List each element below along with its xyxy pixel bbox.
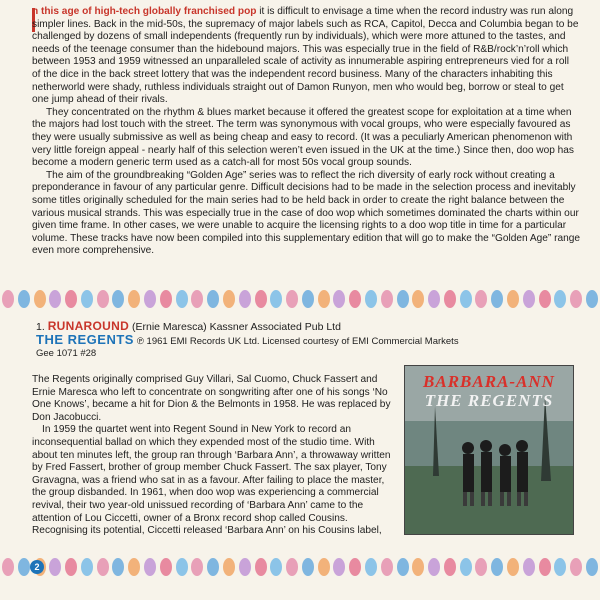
decorative-dot — [318, 290, 330, 308]
decorative-dot — [18, 290, 30, 308]
track-catalog: Gee 1071 #28 — [36, 348, 97, 359]
decorative-dot — [255, 290, 267, 308]
page-number: 2 — [30, 560, 44, 574]
decorative-dot — [523, 290, 535, 308]
decorative-dot — [112, 558, 124, 576]
decorative-dot — [144, 290, 156, 308]
decorative-dot — [302, 558, 314, 576]
track-credits: (Ernie Maresca) Kassner Associated Pub Ltd — [131, 321, 341, 333]
decorative-dot — [49, 558, 61, 576]
album-cover-image — [405, 366, 573, 534]
intro-paragraph-1 — [32, 6, 580, 107]
decorative-dot — [318, 558, 330, 576]
decorative-dot — [49, 290, 61, 308]
decorative-dot — [428, 558, 440, 576]
track-header — [36, 320, 476, 361]
decorative-dot — [239, 290, 251, 308]
decorative-dot — [523, 558, 535, 576]
artist-line — [36, 331, 476, 349]
decorative-dot — [286, 290, 298, 308]
decorative-dot — [444, 290, 456, 308]
decorative-dot — [223, 290, 235, 308]
decorative-dot — [97, 558, 109, 576]
decorative-dot — [176, 290, 188, 308]
track-number: 1. — [36, 321, 45, 333]
decorative-dot — [349, 558, 361, 576]
intro-paragraph-2: They concentrated on the rhythm & blues market because it offered the greatest scope for exploitation at a time when the majors had lost touch with the street. The term was synonymous with vocal groups, who were especially favoured as they were usually submissive as well as being cheap and easy to record. (It was a peculiarly American phenomenon with very little foreign appeal - nearly half of this selection weren’t even issued in the UK at the time.) Since then, doo wop has become a modern generic term used as a catch-all for most 50s vocal group sounds. — [32, 106, 574, 169]
decorative-dot — [349, 290, 361, 308]
track-artist: THE REGENTS — [36, 331, 134, 347]
decorative-dot — [570, 290, 582, 308]
decorative-dot — [255, 558, 267, 576]
decorative-dot — [586, 290, 598, 308]
decorative-dot — [507, 290, 519, 308]
track-title: RUNAROUND — [47, 319, 130, 333]
decorative-dot — [381, 558, 393, 576]
decorative-dot — [34, 290, 46, 308]
cover-title: BARBARA-ANN — [423, 372, 555, 391]
notes-paragraph-2: In 1959 the quartet went into Regent Sound in New York to record an inconsequential ballad on which they expended most of the studio time. With about ten minutes left, the group ran through ‘Barbara Ann’, a throwaway written by Fred Fassert, brother of group member Chuck Fassert. The sax player, Tony Gravagna, was a friend who sat in as a favour. After failing to place the master, the group disbanded. In 1961, when doo wop was experiencing a commercial revival, their two year-old unissued recording of ‘Barbara Ann’ came to the attention of Lou Ciccetti, owner of a Bronx record shop called Cousins. Recognising its potential, Ciccetti released ‘Barbara Ann’ on his Cousins label, — [32, 424, 391, 537]
decorative-dot — [112, 290, 124, 308]
decorative-dot — [160, 290, 172, 308]
decorative-dot — [176, 558, 188, 576]
decorative-dot — [2, 290, 14, 308]
decorative-dot — [412, 558, 424, 576]
decorative-dot — [570, 558, 582, 576]
decorative-dot — [365, 290, 377, 308]
decorative-dot — [333, 558, 345, 576]
decorative-dot — [333, 290, 345, 308]
decorative-dot — [160, 558, 172, 576]
decorative-dot — [81, 558, 93, 576]
decorative-dot — [270, 558, 282, 576]
dot-divider-bottom — [0, 556, 600, 578]
decorative-dot — [81, 290, 93, 308]
decorative-dot — [586, 558, 598, 576]
decorative-dot — [491, 290, 503, 308]
cover-artist: THE REGENTS — [424, 391, 554, 410]
decorative-dot — [144, 558, 156, 576]
decorative-dot — [539, 558, 551, 576]
decorative-dot — [539, 290, 551, 308]
decorative-dot — [239, 558, 251, 576]
decorative-dot — [491, 558, 503, 576]
decorative-dot — [128, 558, 140, 576]
decorative-dot — [223, 558, 235, 576]
decorative-dot — [286, 558, 298, 576]
dot-divider-top — [0, 288, 600, 310]
track-license: ℗ 1961 EMI Records UK Ltd. Licensed courtesy of EMI Commercial Markets — [136, 335, 459, 347]
decorative-dot — [18, 558, 30, 576]
decorative-dot — [412, 290, 424, 308]
decorative-dot — [270, 290, 282, 308]
decorative-dot — [444, 558, 456, 576]
decorative-dot — [207, 290, 219, 308]
decorative-dot — [507, 558, 519, 576]
intro-p1-rest: it is difficult to envisage a time when the record industry was run along simpler lines. Back in the mid-50s, the supremacy of major labels such as RCA, Capitol, Decca and Columbia began to be challenged by dozens of small independents (frequently run by individuals), which were more attuned to the tastes, and needs of the teenage consumer than the hidebound majors. This was especially true in the field of R&B/rock’n’roll which between 1953 and 1959 witnessed an unparalleled scale of activity as innumerable aspiring entrepreneurs vied for a roll of the dice in the back street lottery that was the independent record business. Many of the characters inhabiting this netherworld were shady, ruthless individuals straight out of Damon Runyon, men who would beg, borrow or steal to get one jump ahead of their rivals. — [32, 6, 579, 106]
decorative-dot — [554, 290, 566, 308]
decorative-dot — [65, 558, 77, 576]
decorative-dot — [2, 558, 14, 576]
intro-text — [32, 6, 580, 258]
decorative-dot — [397, 558, 409, 576]
notes-paragraph-1: The Regents originally comprised Guy Villari, Sal Cuomo, Chuck Fassert and Ernie Maresca who left to concentrate on songwriting after one of his songs ‘No One Knows’, became a hit for Dion & the Belmonts in 1958. He was replaced by Don Jacobucci. — [32, 374, 391, 423]
decorative-dot — [397, 290, 409, 308]
track-notes — [32, 374, 397, 538]
decorative-dot — [428, 290, 440, 308]
intro-lead: n this age of high-tech globally franchised pop — [32, 6, 257, 17]
decorative-dot — [554, 558, 566, 576]
decorative-dot — [65, 290, 77, 308]
decorative-dot — [302, 290, 314, 308]
decorative-dot — [97, 290, 109, 308]
decorative-dot — [128, 290, 140, 308]
decorative-dot — [475, 290, 487, 308]
intro-paragraph-3: The aim of the groundbreaking “Golden Age” series was to reflect the rich diversity of early rock without creating a preponderance in favour of any particular genre. Difficult decisions had to be made in the selection process and inevitably some titles originally scheduled for the main series had to be held back in order to create the right balance between the various musical strands. This was especially true in the case of doo wop which sometimes dominated the charts within our given time frame. In other cases, we were unable to acquire the licensing rights to a doo wop title in time for a particular volume. These tracks have now been compiled into this supplementary edition that will go to make the “Golden Age” range even more comprehensive. — [32, 169, 580, 257]
decorative-dot — [460, 558, 472, 576]
decorative-dot — [381, 290, 393, 308]
decorative-dot — [475, 558, 487, 576]
decorative-dot — [191, 290, 203, 308]
decorative-dot — [207, 558, 219, 576]
decorative-dot — [191, 558, 203, 576]
decorative-dot — [460, 290, 472, 308]
decorative-dot — [365, 558, 377, 576]
